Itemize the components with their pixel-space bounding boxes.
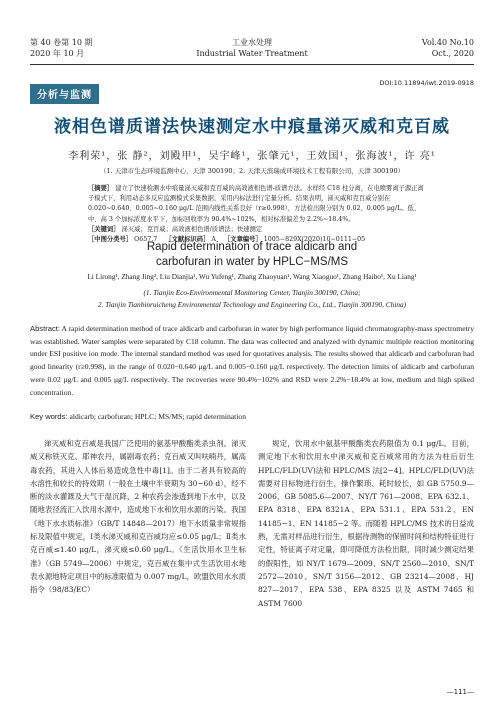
clc-value: O657.7 <box>134 236 158 244</box>
abstract-cn-block <box>88 184 424 245</box>
affiliation-en-1: (1. Tianjin Eco-Environmental Monitoring Center, Tianjin 300190, China; <box>143 288 361 297</box>
affiliation-cn: （1. 天津市生态环境监测中心，天津 300190；2. 天津天滨瑞成环境技术工程有限公司，天津 300190） <box>99 167 405 175</box>
article-no-label: ［文章编号］ <box>223 236 262 244</box>
clc-label: ［中图分类号］ <box>88 236 133 244</box>
date-cn: 2020 年 10 月 <box>30 49 85 58</box>
keywords-en-label: Key words: <box>30 412 68 421</box>
abstract-cn-label: ［摘要］ <box>88 185 114 192</box>
body-column-left: 涕灭威和克百威是我国广泛使用的氨基甲酸酯类杀虫剂。涕灭威又称铁灭克、耶神农丹，属剧毒农药；克百威又叫呋喃丹，属高毒农药，其进入人体后易造成急性中毒[1]。由于二者具有较高的水溶性和较长的持效期（一般在土壤中半衰期为 30~60 d），经不断的淡水灌溉及大气干湿沉降，2 种农药会渗透到地下水中，以及随地表径流汇入饮用水源中，造成地下水和饮用水源的污染。我国《地下水水质标准》（GB/T 14848—2017）地下水质量非常规指标及限值中规定，Ⅰ类水涕灭威和克百威均应≤0.05 μg/L；Ⅱ类水克百威≤1.40 μg/L，涕灭威≤0.60 μg/L。《生活饮用水卫生标准》（GB 5749—2006）中规定，克百威在集中式生活饮用水地表水源地特定项目中的标准限值为 0.007 mg/L，欧盟饮用水水质指令（98/83/EC） <box>30 439 246 595</box>
doc-code-label: ［文献标识码］ <box>165 236 210 244</box>
keywords-en <box>30 412 474 421</box>
journal-volume <box>422 37 474 59</box>
body-column-right: 规定，饮用水中氨基甲酸酯类农药限值为 0.1 μg/L。目前，测定地下水和饮用水中涕灭威和克百威常用的方法为柱后衍生 HPLC/FLD(UV)法和 HPLC/MS 法[2−4]。HPLC/FLD(UV)法需要对目标物进行衍生，操作繁琐、耗时较长，如 GB 5750.9—2006、GB 5085.6—2007、NY/T 761—2008、EPA 632.1、EPA 8318、EPA 8321A、EPA 531.1、EPA 531.2、EN 14185−1、EN 14185−2 等。而随着 HPLC/MS 技术的日益成熟，无需对样品进行衍生，根据待测物的保留时间和结构特征进行定性，特征离子对定量，即可降低方法检出限，同时减少测定结果的假阳性，如 NY/T 1679—2009、SN/T 2560—2010、SN/T 2572—2010、SN/T 3156—2012、GB 23214—2008、HJ 827—2017、EPA 538、EPA 8325 以及 ASTM 7465 和 ASTM 7600 <box>258 439 474 608</box>
date-en: Oct., 2020 <box>431 49 474 58</box>
article-no-value: 1005−829X(2020)10−0111−05 <box>263 236 366 244</box>
abstract-cn-text: 建立了快速检测水中痕量涕灭威和克百威的高效液相色谱-质谱方法。水样经 C18 柱分离，在电喷雾离子源正离子模式下，利用动态多反应监测模式采集数据，采用内标法进行定量分析。结果表明，涕灭威和克百威分别在 0.020~0.640、0.005~0.160 μg/L 范围内线性关系良好（r≥0.998），方法检出限分别为 0.02、0.005 μg/L。低、中、高 3 个加标浓度水平下，加标回收率为 90.4%~102%，相对标准偏差为 2.2%~18.4%。 <box>88 185 424 223</box>
volume-issue-cn: 第 40 卷第 10 期 <box>30 38 93 47</box>
abstract-en-text: A rapid determination method of trace aldicarb and carbofuran in water by high performance liquid chromatography-mass spectrometry was established. Water samples were separated by C18 column. The data was collected and analyzed with dynamic multiple reaction monitoring under ESI positive ion mode. The internal standard method was used for quotatives analysis. The results showed that aldicarb and carbofuran had good linearity (r≥0.998), in the range of 0.020−0.640 μg/L and 0.005−0.160 μg/L respectively. The detection limits of aldicarb and carbofuran were 0.02 μg/L and 0.005 μg/L respectively. The recoveries were 90.4%−102% and RSD were 2.2%−18.4% at low, medium and high spiked concentration. <box>30 324 474 397</box>
title-en-line1: Rapid determination of trace aldicarb and <box>146 241 358 253</box>
keywords-cn <box>88 225 424 235</box>
volume-issue-en: Vol.40 No.10 <box>421 38 474 47</box>
page-number: —111— <box>446 688 474 696</box>
doc-code-value: A <box>211 236 216 244</box>
journal-name-cn: 工业水处理 <box>232 38 272 47</box>
affiliation-en <box>30 287 474 311</box>
title-en <box>0 240 504 270</box>
title-cn: 液相色谱质谱法快速测定水中痕量涕灭威和克百威 <box>54 117 450 137</box>
header-divider <box>30 64 474 65</box>
running-header <box>30 37 474 67</box>
section-tag: 分析与监测 <box>30 84 99 104</box>
abstract-cn <box>88 184 424 225</box>
keywords-cn-label: ［关键词］ <box>88 225 120 233</box>
journal-name-en: Industrial Water Treatment <box>196 49 308 58</box>
affiliation-en-2: 2. Tianjin Tianbinruicheng Environmental Technology and Engineering Co., Ltd., Tianjin 300190, China) <box>97 300 407 309</box>
keywords-en-text: aldicarb; carbofuran; HPLC; MS/MS; rapid determination <box>69 412 246 421</box>
authors-cn: 李利荣¹，张 静²，刘殿甲¹，吴宇峰¹，张肇元¹，王效国¹，张海波¹，许 亮¹ <box>68 151 436 162</box>
doi: DOI:10.11894/iwt.2019-0918 <box>379 79 474 87</box>
authors-en: Li Lirong¹, Zhang Jing², Liu Dianjia¹, Wu Yufeng¹, Zhang Zhaoyuan¹, Wang Xiaoguo¹, Zhang Haibo¹, Xu Liang¹ <box>87 272 417 281</box>
title-en-line2: carbofuran in water by HPLC−MS/MS <box>155 256 349 268</box>
abstract-en <box>30 323 474 399</box>
abstract-en-label: Abstract: <box>30 324 60 333</box>
journal-name <box>30 37 474 59</box>
keywords-cn-text: 涕灭威；克百威；高效液相色谱/质谱法；快速测定 <box>121 225 263 233</box>
